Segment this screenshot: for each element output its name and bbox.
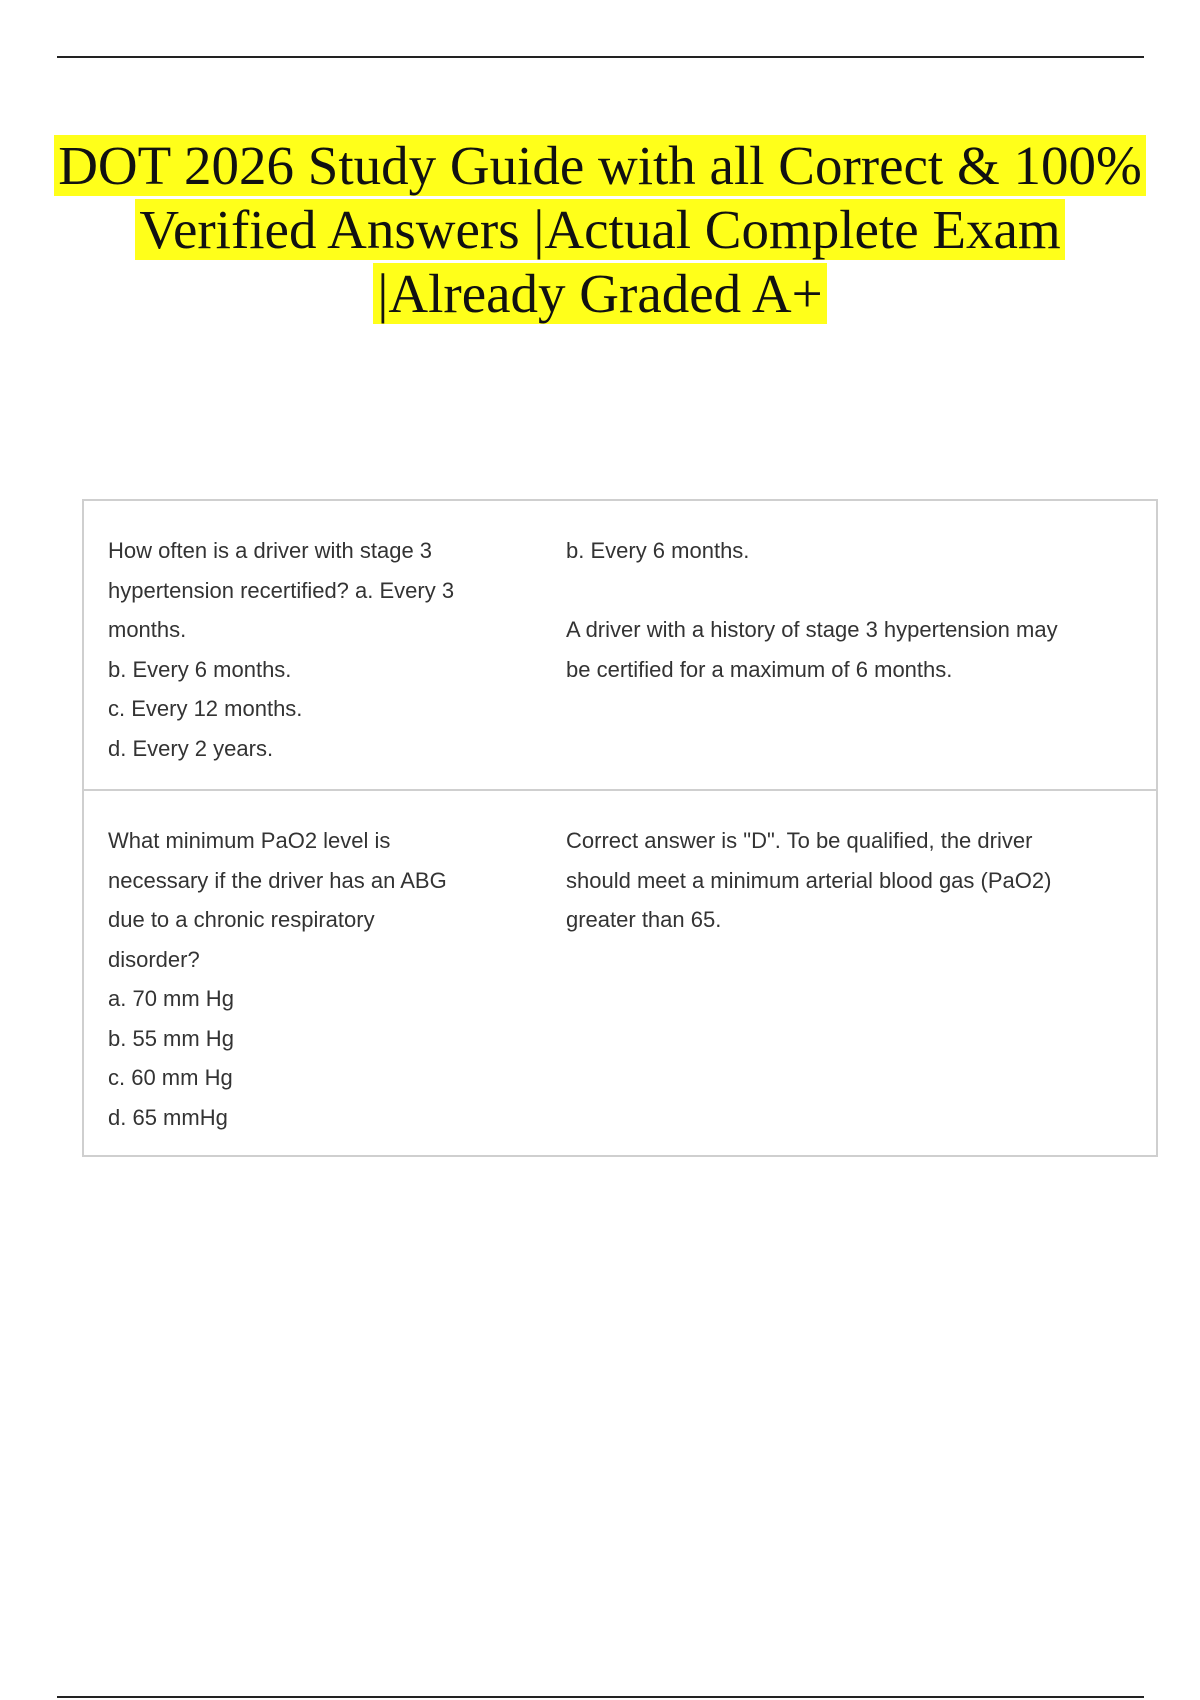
option-b: b. 55 mm Hg (108, 1025, 234, 1051)
answer-explanation-line: Correct answer is "D". To be qualified, the driver (566, 828, 1033, 853)
option-c: c. Every 12 months. (108, 696, 303, 721)
title-line-3: |Already Graded A+ (373, 263, 826, 324)
option-a: a. 70 mm Hg (108, 986, 234, 1011)
question-line: hypertension recertified? a. Every 3 (108, 577, 455, 603)
question-line: disorder? (108, 946, 200, 972)
option-d: d. Every 2 years. (108, 735, 274, 761)
answer-explanation-line: A driver with a history of stage 3 hypertension may (566, 617, 1058, 642)
option-b: b. Every 6 months. (108, 656, 292, 682)
document-title (20, 134, 1180, 326)
answer-explanation-line: greater than 65. (566, 907, 722, 932)
question-line: What minimum PaO2 level is (108, 828, 391, 853)
bottom-rule (57, 1696, 1144, 1698)
answer-explanation-line: be certified for a maximum of 6 months. (566, 656, 953, 682)
title-line-1: DOT 2026 Study Guide with all Correct & 100% (54, 135, 1146, 196)
answer-explanation-line: should meet a minimum arterial blood gas (PaO2) (566, 867, 1052, 893)
top-rule (57, 56, 1144, 58)
option-d: d. 65 mmHg (108, 1104, 228, 1130)
question-line: How often is a driver with stage 3 (108, 538, 433, 563)
question-line: necessary if the driver has an ABG (108, 867, 447, 893)
title-line-2: Verified Answers |Actual Complete Exam (135, 199, 1064, 260)
question-line: due to a chronic respiratory (108, 907, 375, 932)
answer-cell (566, 821, 1132, 1137)
flashcard-row (84, 789, 1156, 1155)
answer-cell (566, 531, 1132, 771)
answer-spacer (566, 571, 1132, 611)
question-line: months. (108, 617, 187, 642)
question-cell (108, 821, 566, 1137)
flashcard-row (84, 501, 1156, 789)
question-cell (108, 531, 566, 771)
flashcard-table (82, 499, 1158, 1157)
answer-short: b. Every 6 months. (566, 538, 750, 563)
option-c: c. 60 mm Hg (108, 1065, 233, 1090)
